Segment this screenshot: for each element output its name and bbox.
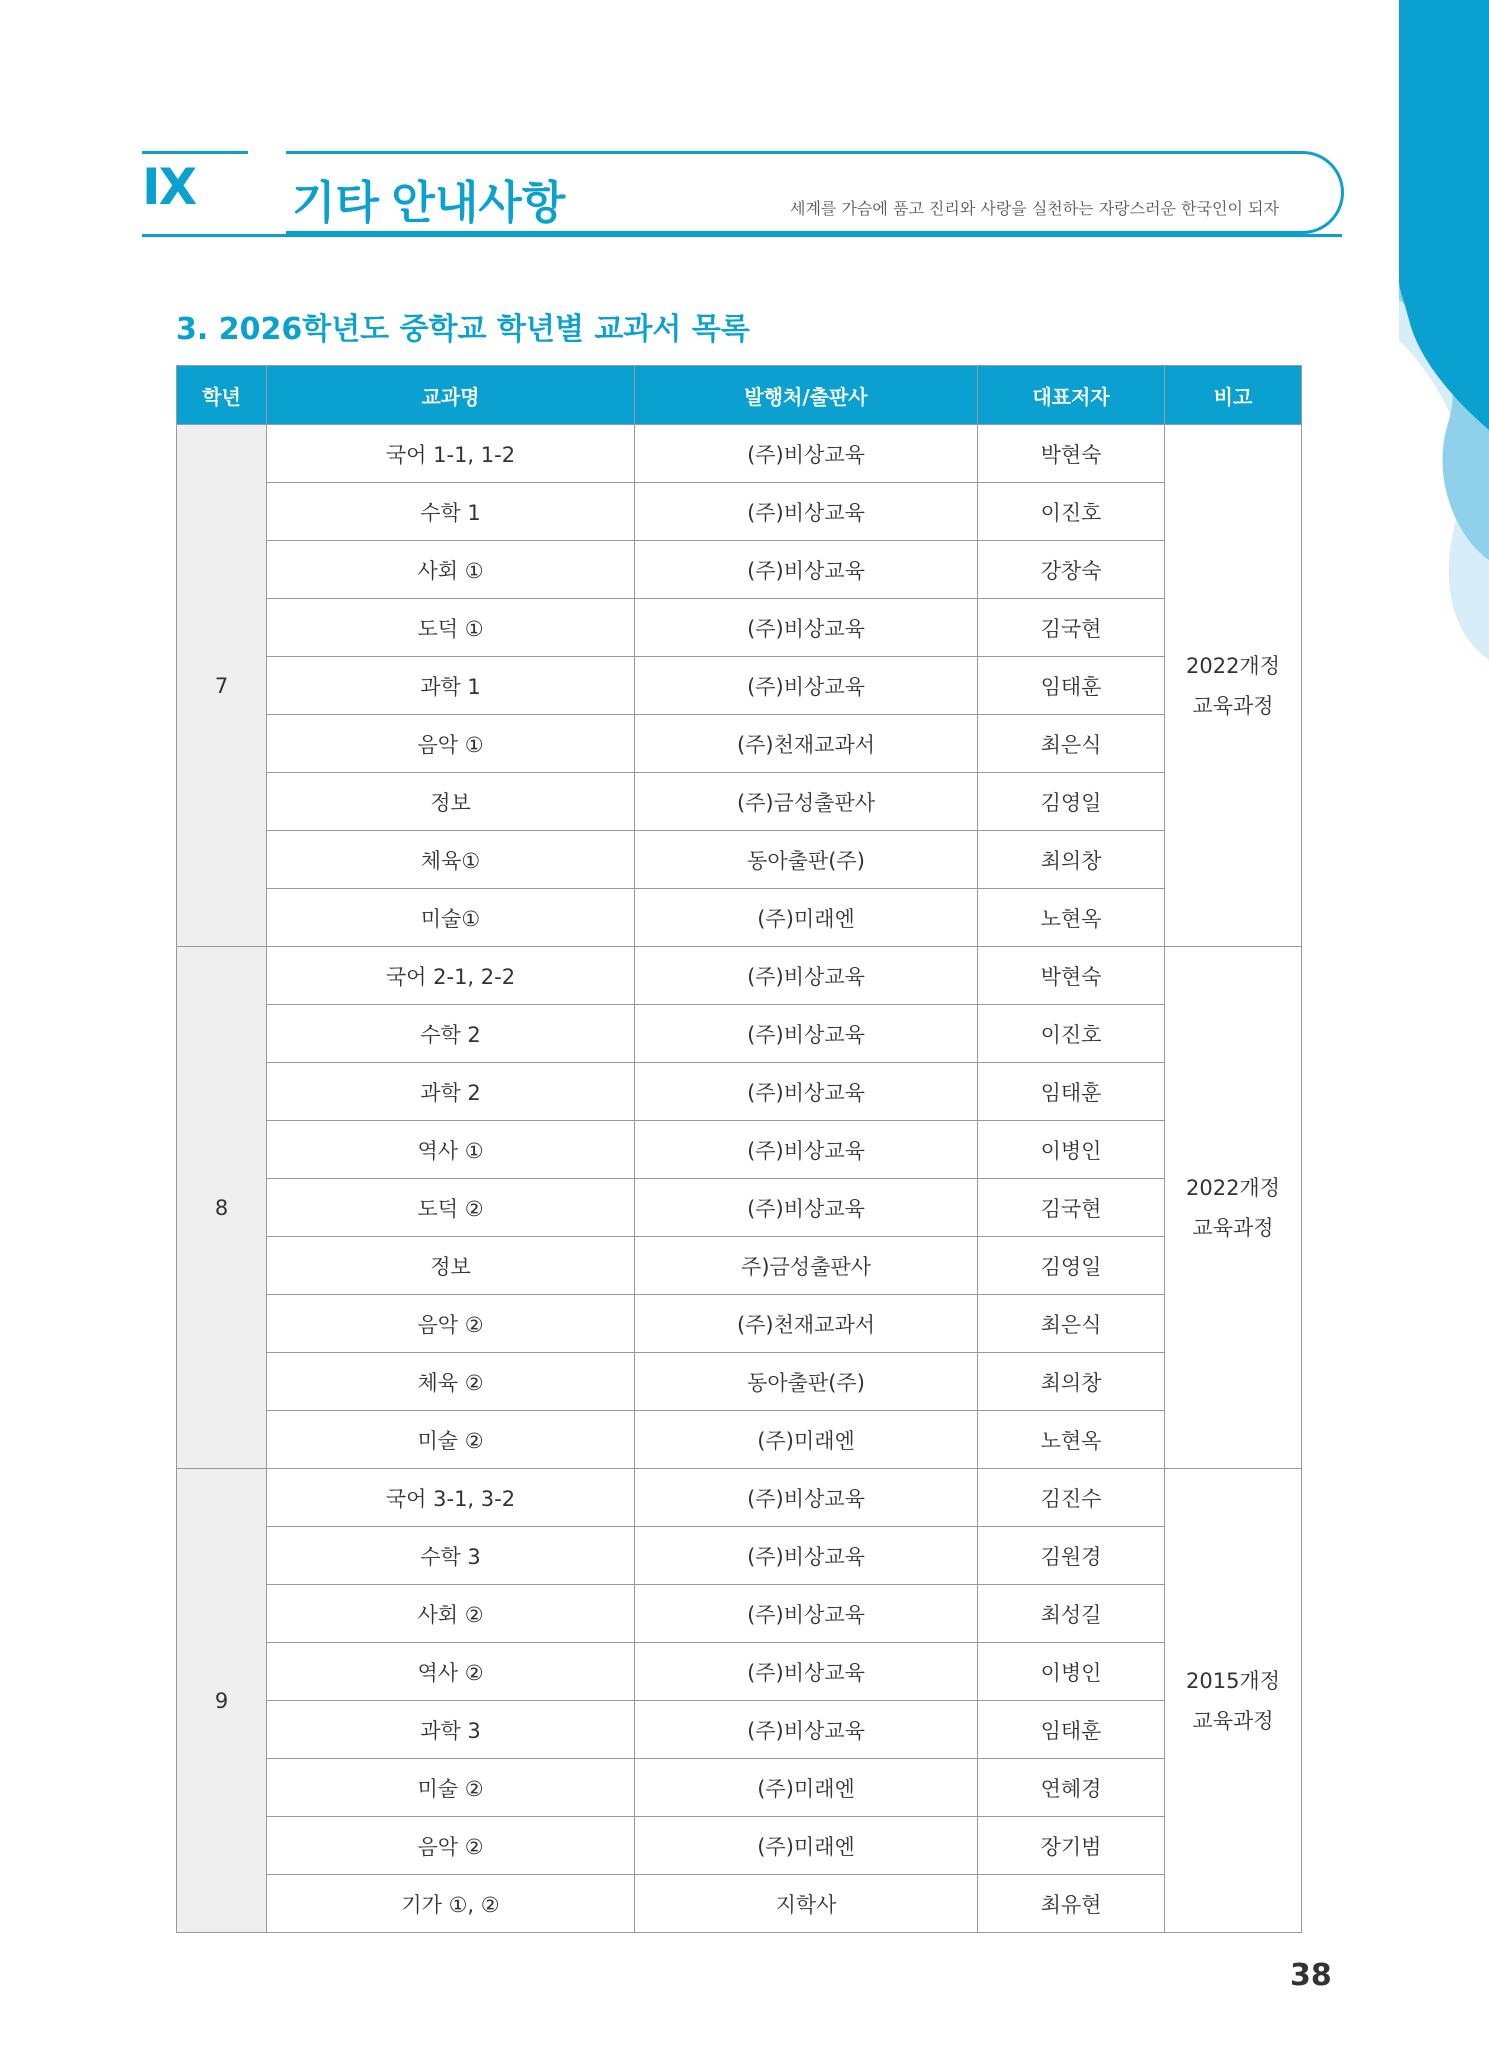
author-cell: 강창숙 bbox=[978, 541, 1165, 599]
note-line: 2015개정 bbox=[1185, 1668, 1280, 1693]
table-row bbox=[177, 1005, 1302, 1063]
author-cell: 임태훈 bbox=[978, 1063, 1165, 1121]
publisher-cell: (주)비상교육 bbox=[635, 1527, 978, 1585]
header-rule bbox=[142, 234, 1342, 237]
table-row bbox=[177, 483, 1302, 541]
table-row bbox=[177, 1875, 1302, 1933]
author-cell: 이병인 bbox=[978, 1643, 1165, 1701]
author-cell: 최성길 bbox=[978, 1585, 1165, 1643]
note-line: 2022개정 bbox=[1185, 653, 1280, 678]
subject-cell: 수학 3 bbox=[267, 1527, 635, 1585]
table-row bbox=[177, 1411, 1302, 1469]
author-cell: 노현옥 bbox=[978, 889, 1165, 947]
author-cell: 박현숙 bbox=[978, 947, 1165, 1005]
note-line: 교육과정 bbox=[1192, 1215, 1274, 1240]
subject-cell: 미술 ② bbox=[267, 1411, 635, 1469]
table-row bbox=[177, 1237, 1302, 1295]
subject-cell: 도덕 ① bbox=[267, 599, 635, 657]
subject-cell: 정보 bbox=[267, 773, 635, 831]
subject-cell: 국어 2-1, 2-2 bbox=[267, 947, 635, 1005]
publisher-cell: (주)미래엔 bbox=[635, 1411, 978, 1469]
author-cell: 이진호 bbox=[978, 1005, 1165, 1063]
grade-cell: 9 bbox=[177, 1469, 267, 1933]
publisher-cell: (주)비상교육 bbox=[635, 657, 978, 715]
publisher-cell: (주)비상교육 bbox=[635, 1585, 978, 1643]
note-cell bbox=[1165, 425, 1302, 947]
table-row bbox=[177, 1063, 1302, 1121]
subject-cell: 수학 1 bbox=[267, 483, 635, 541]
publisher-cell: 주)금성출판사 bbox=[635, 1237, 978, 1295]
subject-cell: 정보 bbox=[267, 1237, 635, 1295]
table-row bbox=[177, 1759, 1302, 1817]
subject-cell: 사회 ② bbox=[267, 1585, 635, 1643]
table-row bbox=[177, 1121, 1302, 1179]
column-header-subject: 교과명 bbox=[267, 366, 635, 425]
subject-cell: 과학 2 bbox=[267, 1063, 635, 1121]
subject-cell: 수학 2 bbox=[267, 1005, 635, 1063]
author-cell: 김진수 bbox=[978, 1469, 1165, 1527]
author-cell: 연혜경 bbox=[978, 1759, 1165, 1817]
table-row bbox=[177, 657, 1302, 715]
author-cell: 이병인 bbox=[978, 1121, 1165, 1179]
publisher-cell: (주)금성출판사 bbox=[635, 773, 978, 831]
author-cell: 장기범 bbox=[978, 1817, 1165, 1875]
publisher-cell: (주)비상교육 bbox=[635, 425, 978, 483]
publisher-cell: (주)미래엔 bbox=[635, 1759, 978, 1817]
table-row bbox=[177, 1585, 1302, 1643]
table-header-row bbox=[177, 366, 1302, 425]
table-row bbox=[177, 715, 1302, 773]
chapter-numeral: IX bbox=[142, 158, 196, 216]
subject-cell: 도덕 ② bbox=[267, 1179, 635, 1237]
author-cell: 노현옥 bbox=[978, 1411, 1165, 1469]
author-cell: 박현숙 bbox=[978, 425, 1165, 483]
publisher-cell: (주)비상교육 bbox=[635, 599, 978, 657]
subject-cell: 기가 ①, ② bbox=[267, 1875, 635, 1933]
table-row bbox=[177, 1353, 1302, 1411]
subject-cell: 미술 ② bbox=[267, 1759, 635, 1817]
table-row bbox=[177, 541, 1302, 599]
publisher-cell: (주)비상교육 bbox=[635, 1469, 978, 1527]
author-cell: 임태훈 bbox=[978, 657, 1165, 715]
table-row bbox=[177, 947, 1302, 1005]
author-cell: 김영일 bbox=[978, 1237, 1165, 1295]
column-header-grade: 학년 bbox=[177, 366, 267, 425]
grade-cell: 8 bbox=[177, 947, 267, 1469]
author-cell: 이진호 bbox=[978, 483, 1165, 541]
table-row bbox=[177, 599, 1302, 657]
publisher-cell: 동아출판(주) bbox=[635, 831, 978, 889]
table-row bbox=[177, 1817, 1302, 1875]
publisher-cell: (주)미래엔 bbox=[635, 889, 978, 947]
author-cell: 임태훈 bbox=[978, 1701, 1165, 1759]
textbook-table bbox=[176, 365, 1302, 1933]
column-header-author: 대표저자 bbox=[978, 366, 1165, 425]
author-cell: 최은식 bbox=[978, 1295, 1165, 1353]
column-header-note: 비고 bbox=[1165, 366, 1302, 425]
author-cell: 김국현 bbox=[978, 599, 1165, 657]
publisher-cell: (주)천재교과서 bbox=[635, 1295, 978, 1353]
publisher-cell: (주)비상교육 bbox=[635, 1701, 978, 1759]
note-cell bbox=[1165, 1469, 1302, 1933]
note-line: 교육과정 bbox=[1192, 693, 1274, 718]
table-row bbox=[177, 1701, 1302, 1759]
publisher-cell: (주)비상교육 bbox=[635, 947, 978, 1005]
table-row bbox=[177, 889, 1302, 947]
note-cell bbox=[1165, 947, 1302, 1469]
publisher-cell: (주)비상교육 bbox=[635, 1005, 978, 1063]
author-cell: 최의창 bbox=[978, 831, 1165, 889]
author-cell: 김원경 bbox=[978, 1527, 1165, 1585]
author-cell: 김영일 bbox=[978, 773, 1165, 831]
subject-cell: 과학 3 bbox=[267, 1701, 635, 1759]
subject-cell: 음악 ② bbox=[267, 1295, 635, 1353]
side-wave-decoration bbox=[1399, 0, 1489, 660]
publisher-cell: 동아출판(주) bbox=[635, 1353, 978, 1411]
publisher-cell: (주)비상교육 bbox=[635, 483, 978, 541]
subject-cell: 역사 ① bbox=[267, 1121, 635, 1179]
publisher-cell: (주)비상교육 bbox=[635, 541, 978, 599]
note-line: 2022개정 bbox=[1185, 1175, 1280, 1200]
subject-cell: 음악 ② bbox=[267, 1817, 635, 1875]
author-cell: 최의창 bbox=[978, 1353, 1165, 1411]
publisher-cell: (주)비상교육 bbox=[635, 1121, 978, 1179]
publisher-cell: (주)비상교육 bbox=[635, 1063, 978, 1121]
subject-cell: 사회 ① bbox=[267, 541, 635, 599]
note-line: 교육과정 bbox=[1192, 1708, 1274, 1733]
subject-cell: 미술① bbox=[267, 889, 635, 947]
subject-cell: 체육① bbox=[267, 831, 635, 889]
table-row bbox=[177, 1643, 1302, 1701]
column-header-publisher: 발행처/출판사 bbox=[635, 366, 978, 425]
author-cell: 김국현 bbox=[978, 1179, 1165, 1237]
chapter-title: 기타 안내사항 bbox=[292, 177, 566, 228]
section-title: 3. 2026학년도 중학교 학년별 교과서 목록 bbox=[176, 312, 750, 347]
school-slogan: 세계를 가슴에 품고 진리와 사랑을 실천하는 자랑스러운 한국인이 되자 bbox=[790, 199, 1279, 218]
publisher-cell: (주)비상교육 bbox=[635, 1643, 978, 1701]
table-row bbox=[177, 773, 1302, 831]
publisher-cell: 지학사 bbox=[635, 1875, 978, 1933]
table-row bbox=[177, 1527, 1302, 1585]
grade-cell: 7 bbox=[177, 425, 267, 947]
subject-cell: 국어 1-1, 1-2 bbox=[267, 425, 635, 483]
table-row bbox=[177, 1295, 1302, 1353]
publisher-cell: (주)비상교육 bbox=[635, 1179, 978, 1237]
table-row bbox=[177, 1179, 1302, 1237]
publisher-cell: (주)미래엔 bbox=[635, 1817, 978, 1875]
table-row bbox=[177, 1469, 1302, 1527]
table-row bbox=[177, 831, 1302, 889]
publisher-cell: (주)천재교과서 bbox=[635, 715, 978, 773]
subject-cell: 과학 1 bbox=[267, 657, 635, 715]
subject-cell: 국어 3-1, 3-2 bbox=[267, 1469, 635, 1527]
author-cell: 최은식 bbox=[978, 715, 1165, 773]
chapter-numeral-underline bbox=[142, 151, 248, 154]
page-number: 38 bbox=[1290, 1958, 1332, 1993]
subject-cell: 체육 ② bbox=[267, 1353, 635, 1411]
subject-cell: 음악 ① bbox=[267, 715, 635, 773]
subject-cell: 역사 ② bbox=[267, 1643, 635, 1701]
author-cell: 최유현 bbox=[978, 1875, 1165, 1933]
table-row bbox=[177, 425, 1302, 483]
